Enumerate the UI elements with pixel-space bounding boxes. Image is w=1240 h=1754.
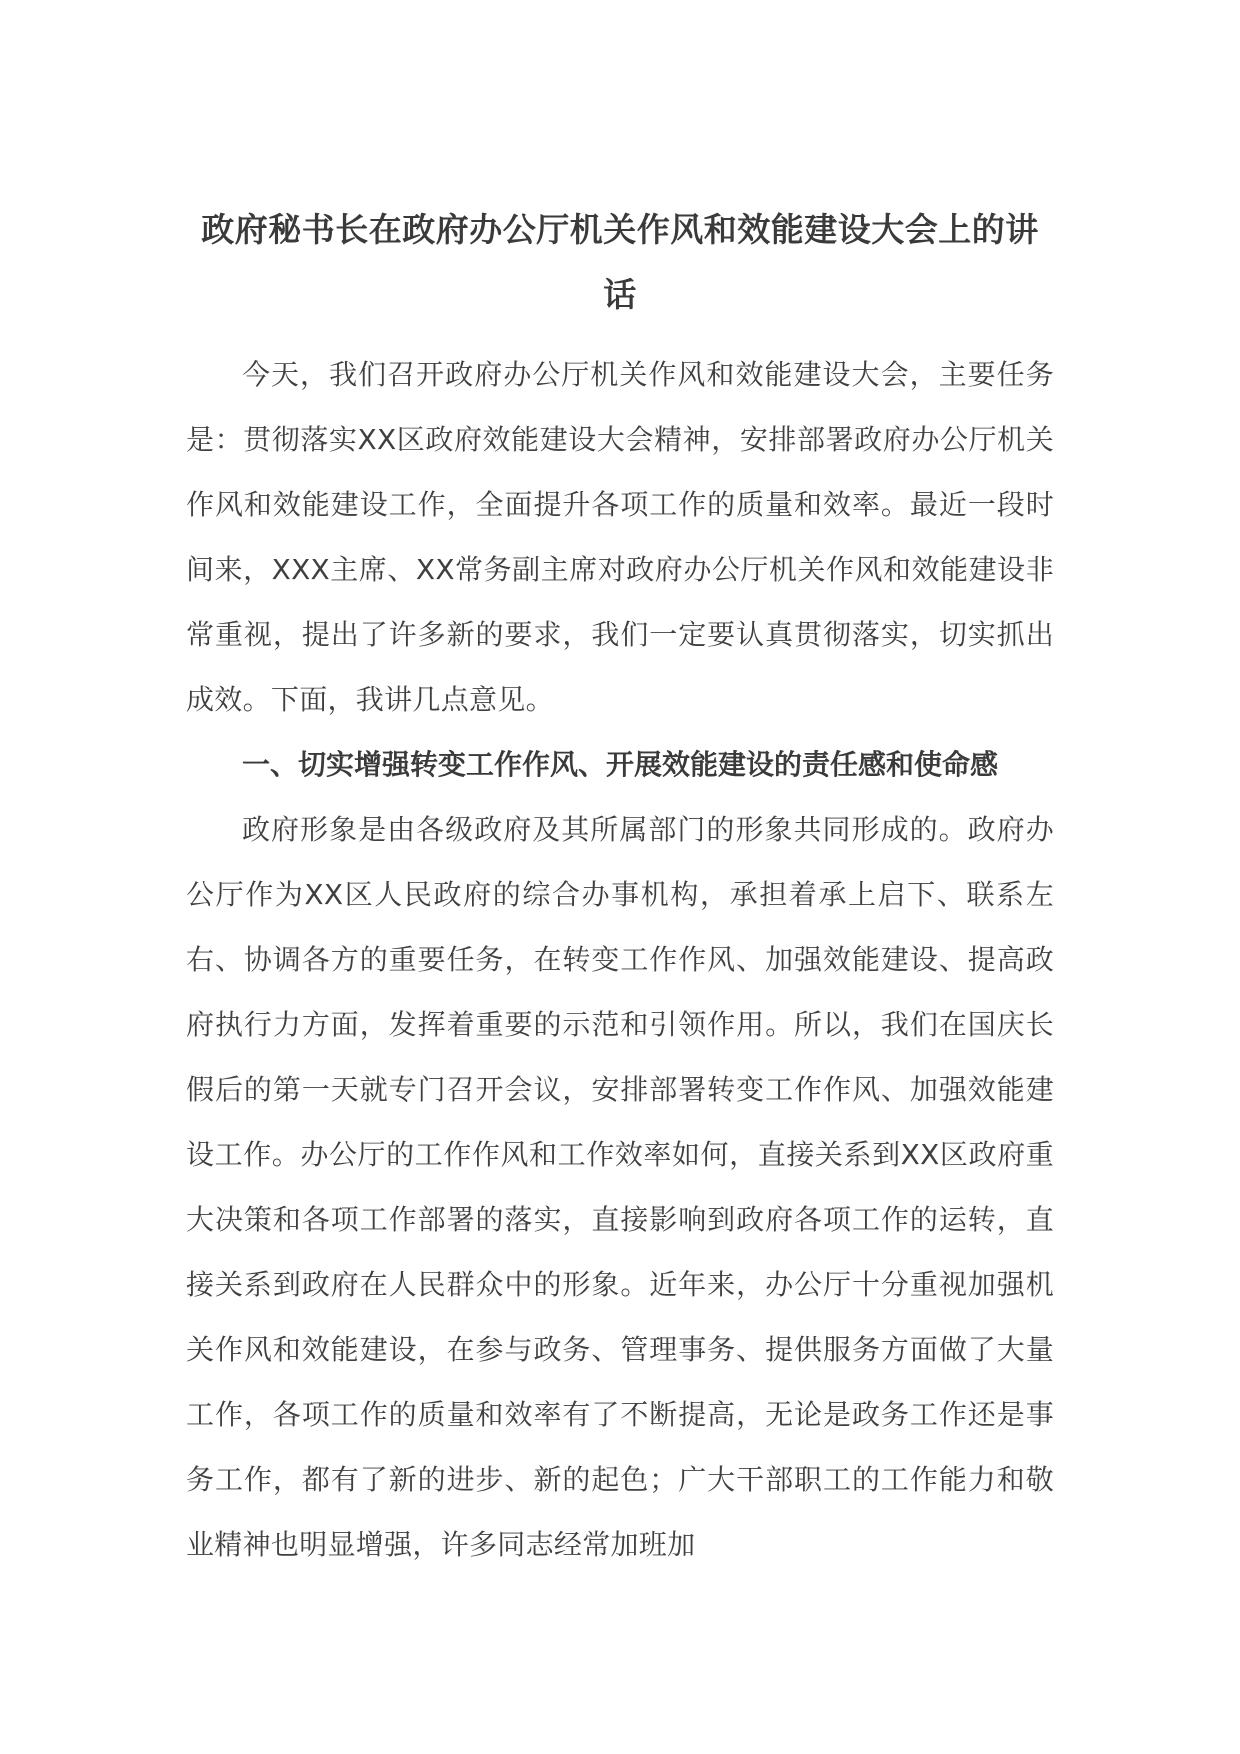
document-body xyxy=(186,342,1054,1577)
section-paragraph: 政府形象是由各级政府及其所属部门的形象共同形成的。政府办公厅作为XX区人民政府的综合办事机构，承担着承上启下、联系左右、协调各方的重要任务，在转变工作作风、加强效能建设、提高政府执行力方面，发挥着重要的示范和引领作用。所以，我们在国庆长假后的第一天就专门召开会议，安排部署转变工作作风、加强效能建设工作。办公厅的工作作风和工作效率如何，直接关系到XX区政府重大决策和各项工作部署的落实，直接影响到政府各项工作的运转，直接关系到政府在人民群众中的形象。近年来，办公厅十分重视加强机关作风和效能建设，在参与政务、管理事务、提供服务方面做了大量工作，各项工作的质量和效率有了不断提高，无论是政务工作还是事务工作，都有了新的进步、新的起色；广大干部职工的工作能力和敬业精神也明显增强，许多同志经常加班加 xyxy=(186,813,1054,1561)
intro-paragraph: 今天，我们召开政府办公厅机关作风和效能建设大会，主要任务是：贯彻落实XX区政府效能建设大会精神，安排部署政府办公厅机关作风和效能建设工作，全面提升各项工作的质量和效率。最近一段时间来，XXX主席、XX常务副主席对政府办公厅机关作风和效能建设非常重视，提出了许多新的要求，我们一定要认真贯彻落实，切实抓出成效。下面，我讲几点意见。 xyxy=(186,358,1054,716)
document-title: 政府秘书长在政府办公厅机关作风和效能建设大会上的讲话 xyxy=(201,210,1039,314)
section-heading: 一、切实增强转变工作作风、开展效能建设的责任感和使命感 xyxy=(242,748,999,781)
